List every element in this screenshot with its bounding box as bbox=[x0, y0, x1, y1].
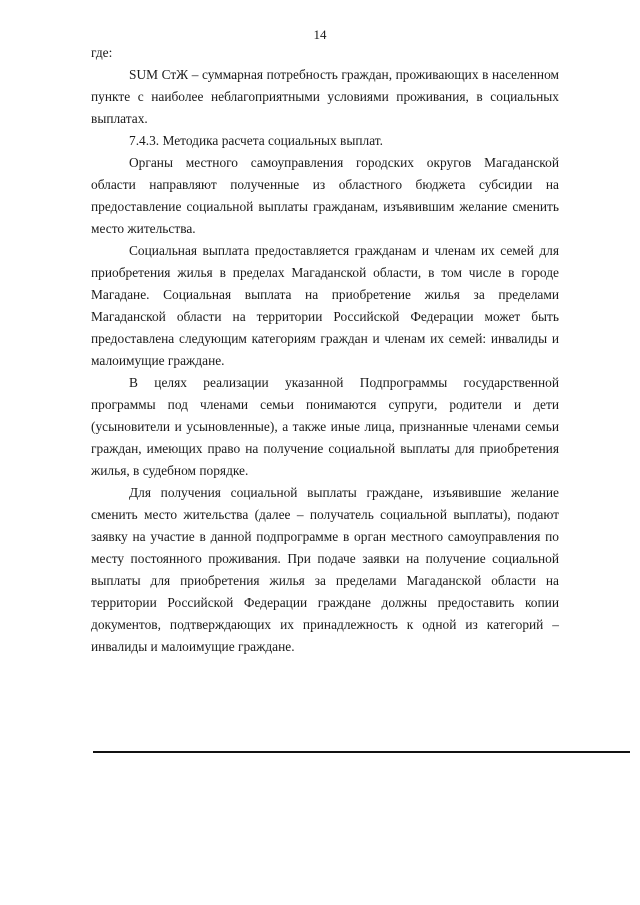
paragraph-subsidies: Органы местного самоуправления городских округов Магаданской области направляют полученные из областного бюджета субсидии на предоставление социальной выплаты гражданам, изъявившим желание сменить место жительства. bbox=[91, 155, 559, 236]
paragraph-where: где: bbox=[91, 45, 113, 60]
page-number: 14 bbox=[313, 27, 327, 42]
section-heading: 7.4.3. Методика расчета социальных выплат. bbox=[129, 133, 383, 148]
paragraph-payment-provision: Социальная выплата предоставляется гражданам и членам их семей для приобретения жилья в пределах Магаданской области, в том числе в городе Магадане. Социальная выплата на приобретение жилья за пределами Магаданской области на территории Российской Федерации может быть предоставлена следующим категориям граждан и членам их семей: инвалиды и малоимущие граждане. bbox=[91, 243, 559, 368]
document-body bbox=[91, 42, 559, 658]
paragraph-application: Для получения социальной выплаты граждане, изъявившие желание сменить место жительства (далее – получатель социальной выплаты), подают заявку на участие в данной подпрограмме в орган местного самоуправления по месту постоянного проживания. При подаче заявки на получение социальной выплаты для приобретения жилья за пределами Магаданской области на территории Российской Федерации граждане должны предоставить копии документов, подтверждающих их принадлежность к одной из категорий – инвалиды и малоимущие граждане. bbox=[91, 485, 559, 654]
paragraph-sum-definition: SUM СтЖ – суммарная потребность граждан, проживающих в населенном пункте с наиболее неблагоприятными условиями проживания, в социальных выплатах. bbox=[91, 67, 559, 126]
paragraph-family-members: В целях реализации указанной Подпрограммы государственной программы под членами семьи понимаются супруги, родители и дети (усыновители и усыновленные), а также иные лица, признанные членами семьи граждан, имеющих право на получение социальной выплаты для приобретения жилья, в судебном порядке. bbox=[91, 375, 559, 478]
footer-divider bbox=[93, 751, 630, 753]
